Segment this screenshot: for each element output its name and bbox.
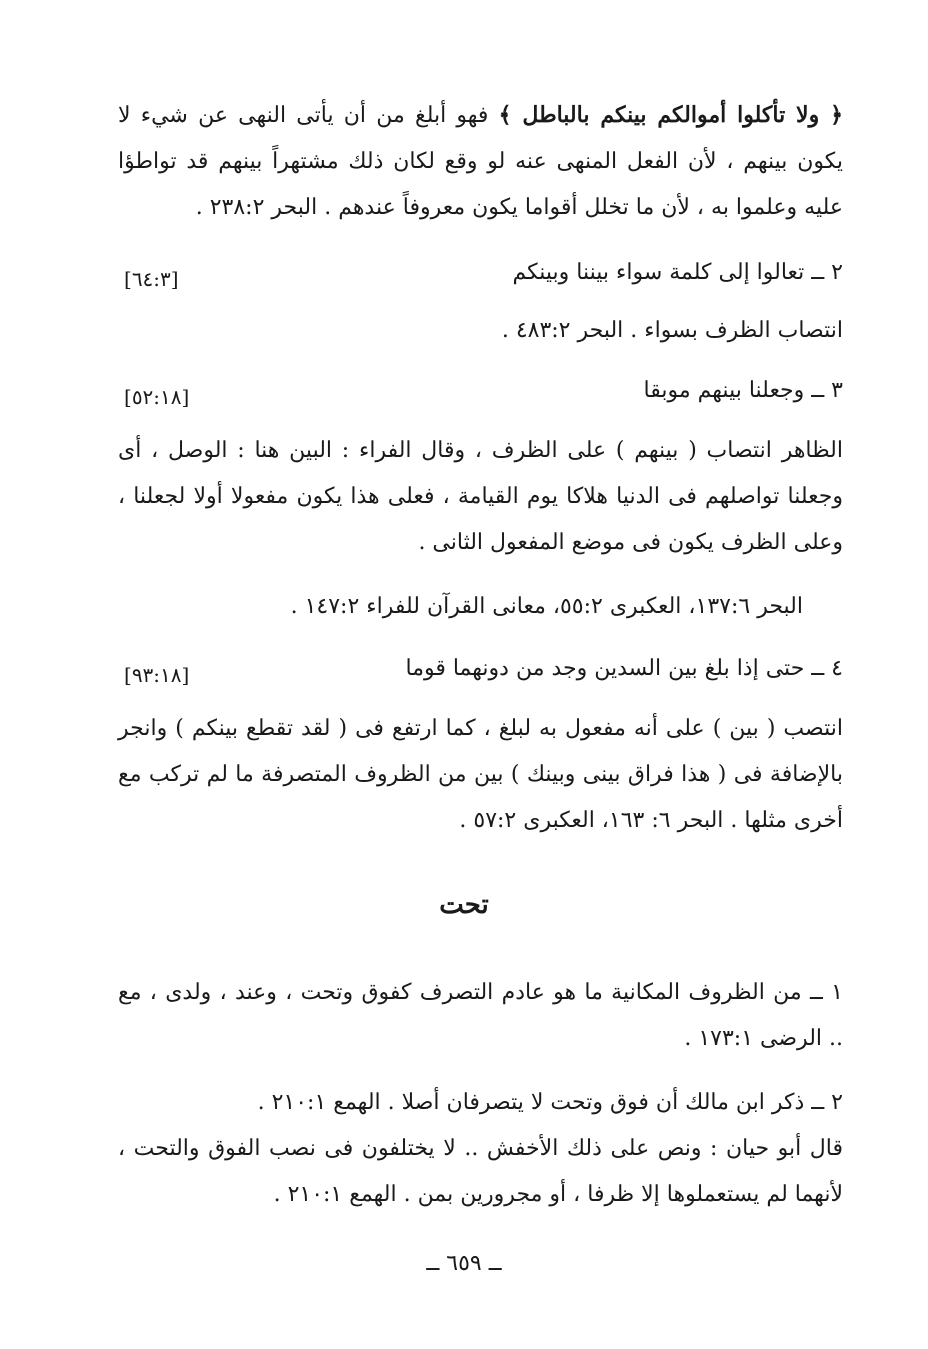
paragraph-2: انتصاب الظرف بسواء . البحر ٤٨٣:٢ . bbox=[501, 318, 843, 343]
verse-row-3 bbox=[118, 368, 843, 414]
verse-text-2: ٢ ــ تعالوا إلى كلمة سواء بيننا وبينكم bbox=[512, 260, 843, 285]
paragraph-3: الظاهر انتصاب ( بينهم ) على الظرف ، وقال الفراء : البين هنا : الوصل ، أى وجعلنا تواصلهم فى الدنيا هلاكا يوم القيامة ، فعلى هذا يكون مفعولا أولا لجعلنا ، وعلى الظرف يكون فى موضع المفعول الثانى . bbox=[118, 438, 843, 555]
paragraph-8: قال أبو حيان : ونص على ذلك الأخفش .. لا يختلفون فى نصب الفوق والتحت ، لأنهما لم يستعملوها إلا ظرفا ، أو مجرورين بمن . الهمع ٢١٠:١ . bbox=[118, 1136, 843, 1207]
paragraph-7: ٢ ــ ذكر ابن مالك أن فوق وتحت لا يتصرفان أصلا . الهمع ٢١٠:١ . bbox=[257, 1090, 843, 1115]
verse-ref-2: [٦٤:٣] bbox=[124, 267, 179, 291]
paragraph-references: البحر ١٣٧:٦، العكبرى ٥٥:٢، معانى القرآن للفراء ١٤٧:٢ . bbox=[290, 594, 803, 619]
verse-ref-4: [٩٣:١٨] bbox=[124, 663, 190, 687]
verse-text-4: ٤ ــ حتى إذا بلغ بين السدين وجد من دونهما قوما bbox=[405, 656, 843, 681]
quran-quote: ﴿ ولا تأكلوا أموالكم بينكم بالباطل ﴾ bbox=[498, 102, 843, 128]
verse-ref-3: [٥٢:١٨] bbox=[124, 385, 190, 409]
paragraph-6: ١ ــ من الظروف المكانية ما هو عادم التصرف كفوق وتحت ، وعند ، ولدى ، مع .. الرضى ١٧٣:١ . bbox=[118, 980, 843, 1051]
verse-row-2 bbox=[118, 250, 843, 296]
verse-text-3: ٣ ــ وجعلنا بينهم موبقا bbox=[643, 378, 843, 403]
verse-row-4 bbox=[118, 646, 843, 692]
paragraph-intro-text: فهو أبلغ من أن يأتى النهى عن شيء لا يكون بينهم ، لأن الفعل المنهى عنه لو وقع لكان ذلك مشتهراً بينهم قد تواطؤا عليه وعلموا به ، لأن ما تخلل أقواما يكون معروفاً عندهم . البحر ٢٣٨:٢ . bbox=[118, 103, 843, 220]
paragraph-intro bbox=[118, 92, 843, 231]
paragraph-5: انتصب ( بين ) على أنه مفعول به لبلغ ، كما ارتفع فى ( لقد تقطع بينكم ) وانجر بالإضافة فى ( هذا فراق بينى وبينك ) بين من الظروف المتصرفة ما لم تركب مع أخرى مثلها . البحر ٦: ١٦٣، العكبرى ٥٧:٢ . bbox=[118, 716, 843, 833]
section-heading: تحت bbox=[439, 890, 489, 920]
page-number: ــ ٦٥٩ ــ bbox=[426, 1251, 502, 1276]
